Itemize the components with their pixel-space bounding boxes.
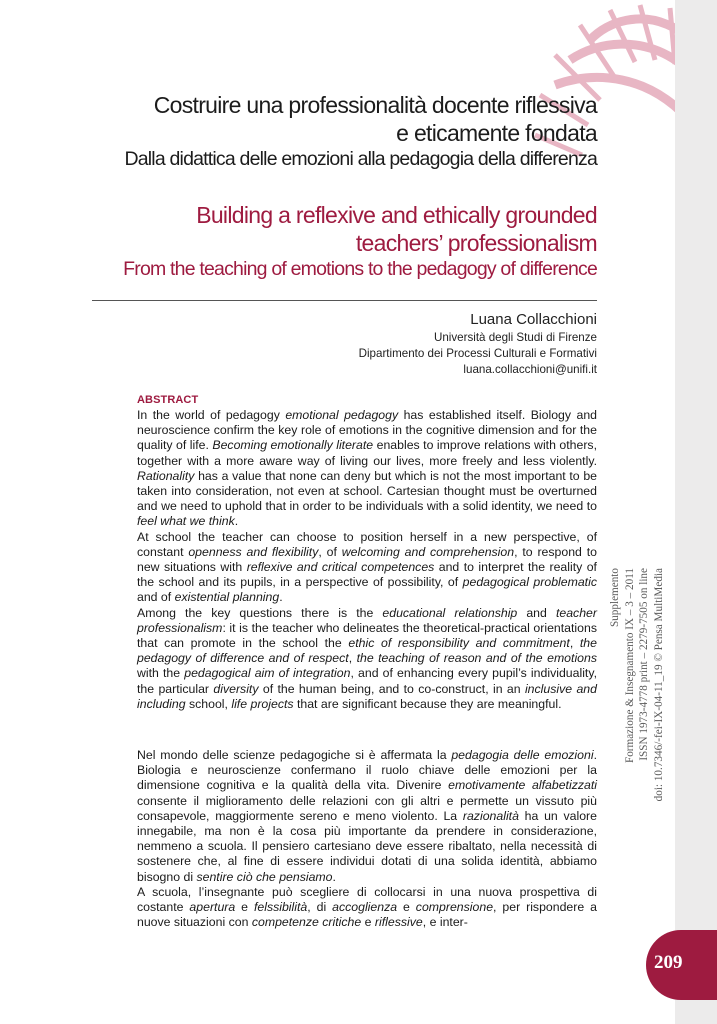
author-department: Dipartimento dei Processi Culturali e Formativi	[358, 347, 597, 360]
italian-title-block	[70, 92, 597, 172]
abstract-paragraph: Nel mondo delle scienze pedagogiche si è affermata la pedagogia delle emozioni. Biologia e neuroscienze confermano il ruolo chiave delle emozioni per la dimensione cognitiva e la qualità della vita. Divenire emotivamente alfabetizzati consente il miglioramento delle relazioni con gli altri e permette un vissuto più consapevole, maggiormente sereno e meno violento. La razionalità ha un valore innegabile, ma non è la cosa più importante da prendere in considerazione, nemmeno a scuola. Il pensiero cartesiano deve essere ribaltato, nella necessità di sostenere che, al fine di essere individui dotati di una solida identità, abbiamo bisogno di sentire ciò che pensiamo.	[137, 748, 597, 884]
italian-title-line2: e eticamente fondata	[396, 119, 597, 146]
sidebar-supplement: Supplemento	[609, 568, 621, 628]
english-subtitle: From the teaching of emotions to the pedagogy of difference	[123, 258, 597, 280]
author-name: Luana Collacchioni	[470, 311, 597, 328]
author-block	[359, 310, 597, 378]
page-number-badge	[646, 930, 717, 1000]
author-email[interactable]: luana.collacchioni@unifi.it	[463, 363, 597, 376]
english-title-block	[70, 202, 597, 282]
title-divider	[92, 300, 597, 301]
author-university: Università degli Studi di Firenze	[433, 331, 597, 344]
abstract-paragraph: Among the key questions there is the educational relationship and teacher professionalism: it is the teacher who delineates the theoretical-practical orientations that can promote in the school the ethic of responsibility and commitment, the pedagogy of difference and of respect, the teaching of reason and of the emotions with the pedagogical aim of integration, and of enhancing every pupil’s individuality, the particular diversity of the human being, and to co-construct, in an inclusive and including school, life projects that are significant because they are meaningful.	[137, 605, 597, 711]
sidebar-strip	[675, 0, 717, 1024]
english-title-line1: Building a reflexive and ethically grounded	[196, 202, 597, 228]
sidebar-journal: Formazione & Insegnamento IX – 3 – 2011	[623, 568, 636, 764]
italian-abstract	[137, 748, 597, 930]
english-title-line2: teachers’ professionalism	[355, 229, 597, 256]
italian-title-line1: Costruire una professionalità docente riflessiva	[153, 92, 597, 118]
page-number: 209	[654, 952, 683, 973]
sidebar-doi: doi: 10.7346/-fei-IX-04-11_19 © Pensa MultiMedia	[652, 568, 665, 802]
italian-subtitle: Dalla didattica delle emozioni alla pedagogia della differenza	[124, 148, 597, 170]
abstract-paragraph: A scuola, l’insegnante può scegliere di collocarsi in una nuova prospettiva di costante apertura e felssibilità, di accoglienza e comprensione, per rispondere a nuove situazioni con competenze critiche e riflessive, e inter-	[137, 884, 597, 930]
journal-info-sidebar	[608, 568, 666, 888]
abstract-paragraph: At school the teacher can choose to position herself in a new perspective, of constant openness and flexibility, of welcoming and comprehension, to respond to new situations with reflexive and critical competences and to interpret the reality of the school and its pupils, in a perspective of possibility, of pedagogical problematic and of existential planning.	[137, 529, 597, 605]
abstract-heading: ABSTRACT	[137, 394, 199, 406]
abstract-paragraph: In the world of pedagogy emotional pedagogy has established itself. Biology and neuroscience confirm the key role of emotions in the cognitive dimension and for the quality of life. Becoming emotionally literate enables to improve relations with others, together with a more aware way of living our lives, more freely and less violently. Rationality has a value that none can deny but which is not the most important to be taken into consideration, not even at school. Cartesian thought must be overturned and we need to uphold that in order to be individuals with a solid identity, we need to feel what we think.	[137, 408, 597, 529]
english-abstract	[137, 408, 597, 712]
sidebar-issn: ISSN 1973-4778 print – 2279-7505 on line	[638, 568, 650, 761]
